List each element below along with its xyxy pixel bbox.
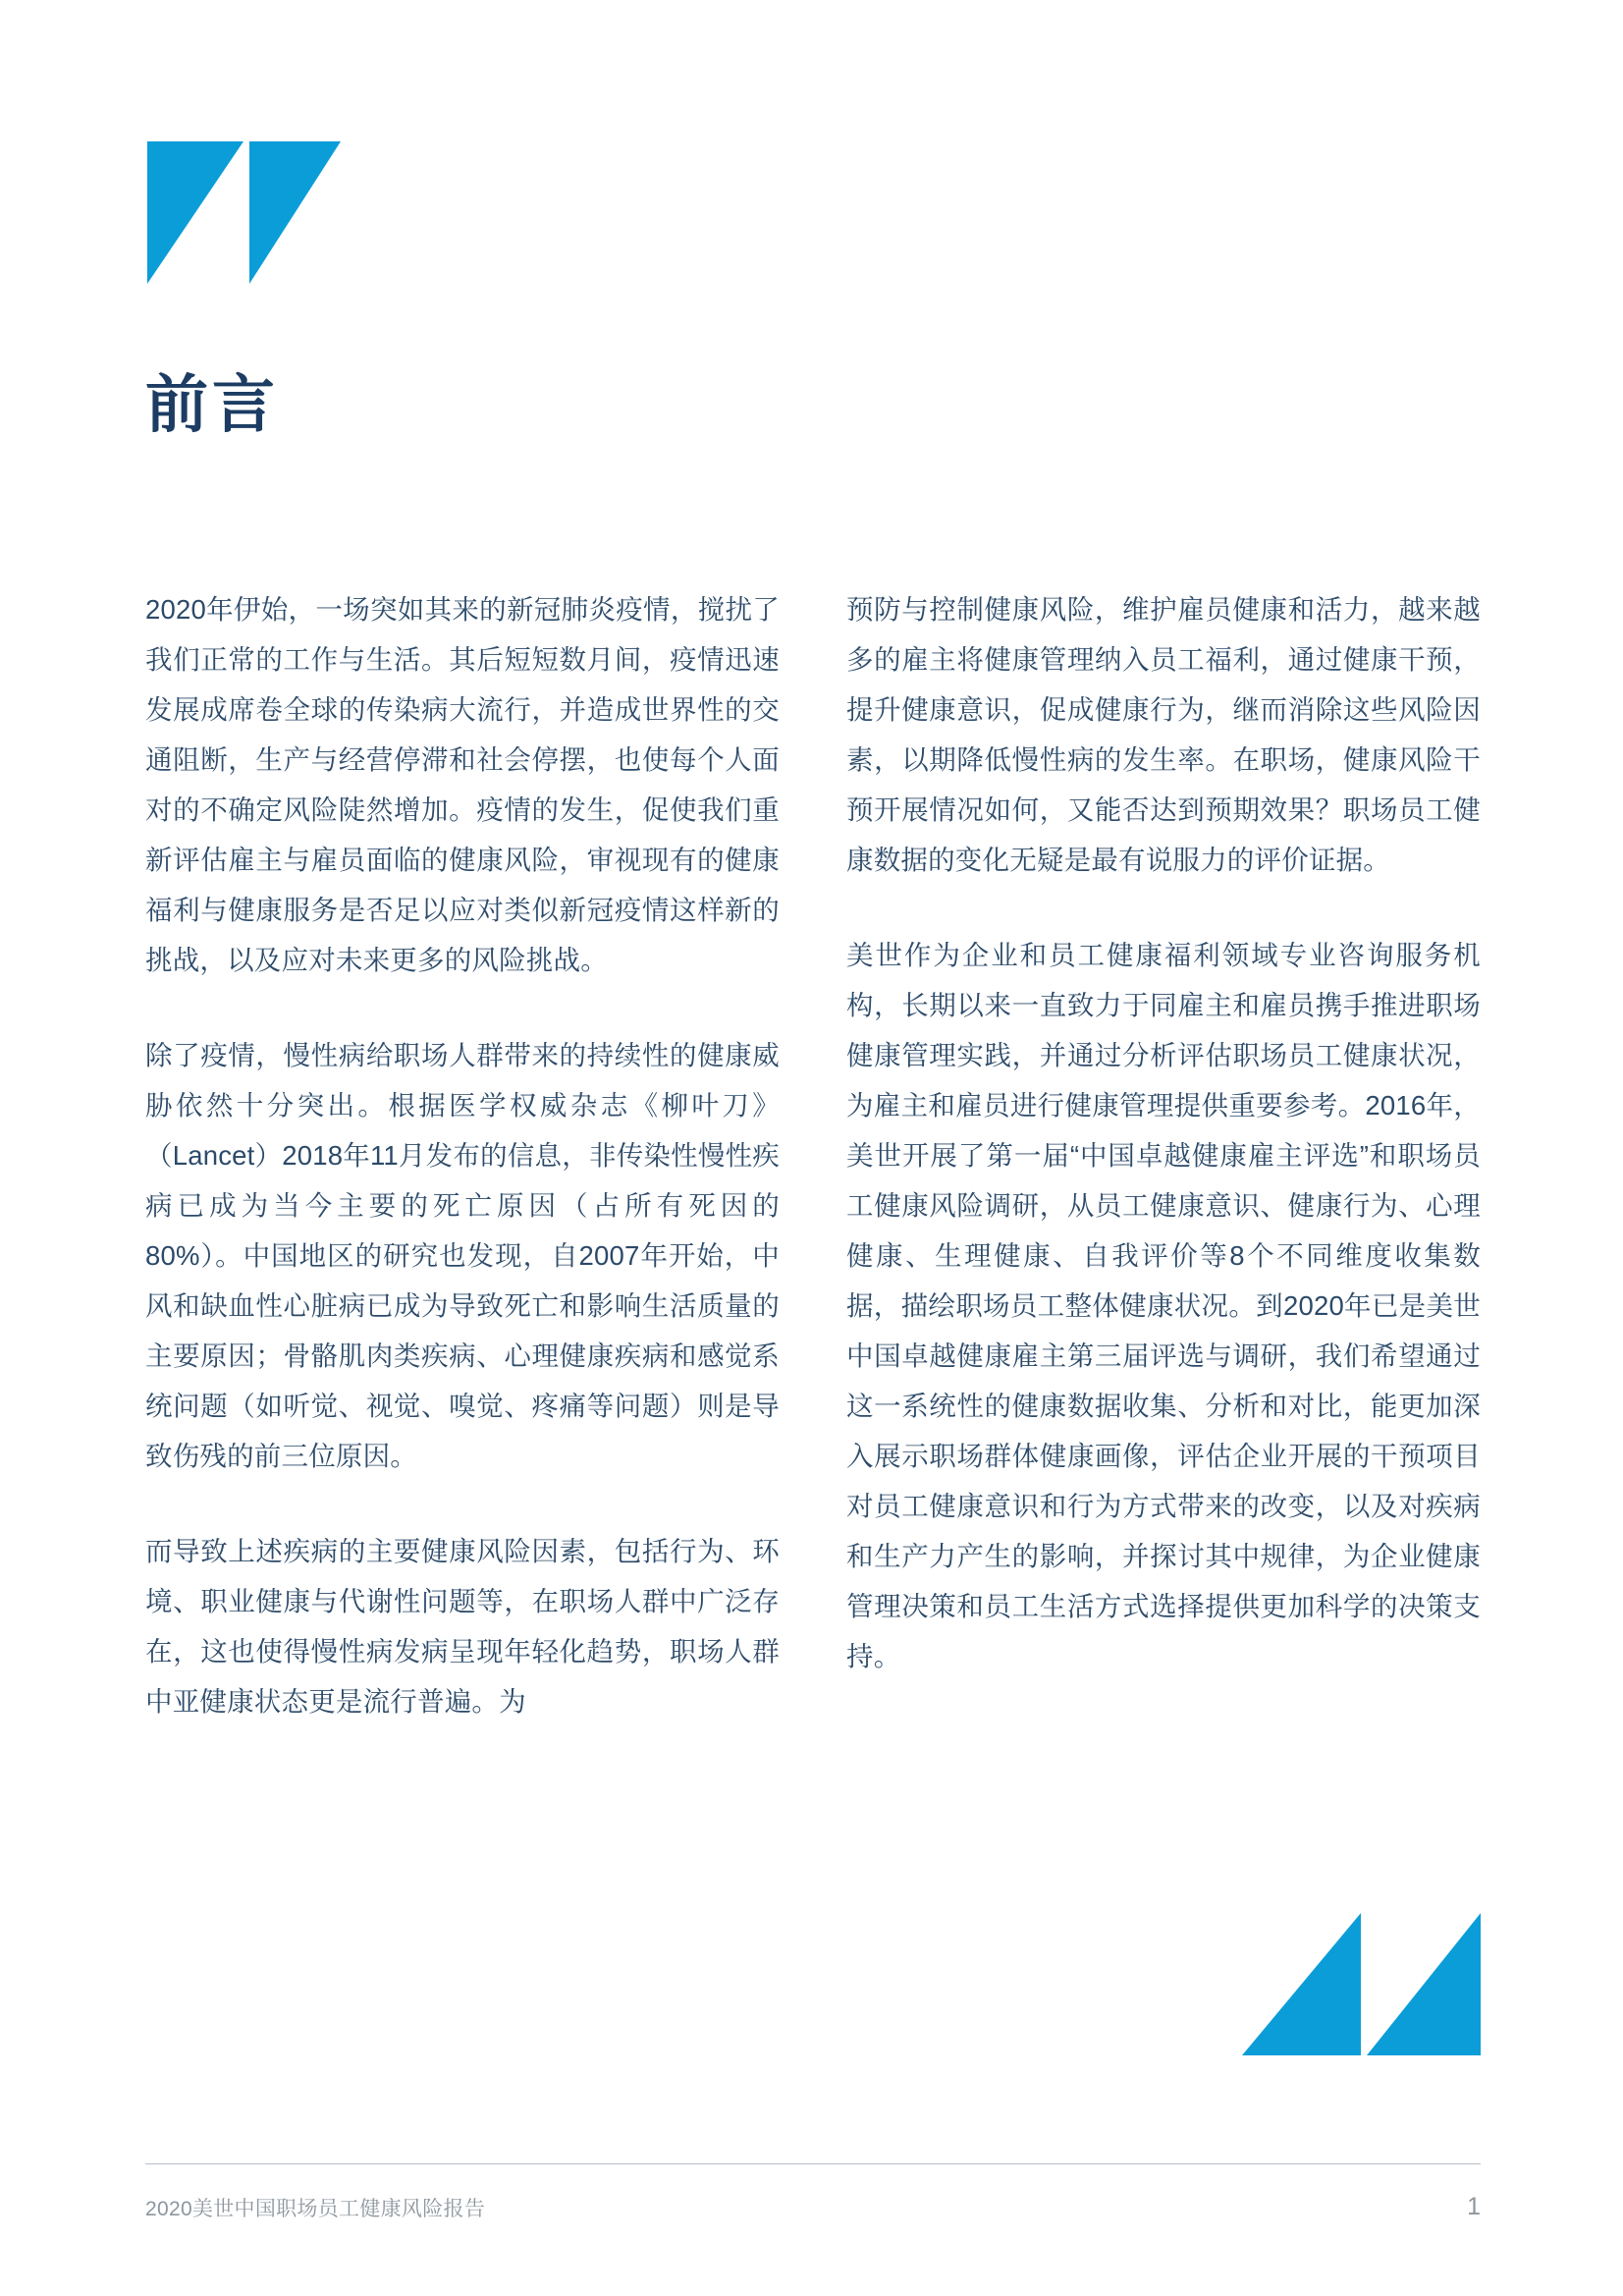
- paragraph: 预防与控制健康风险，维护雇员健康和活力，越来越多的雇主将健康管理纳入员工福利，通过健康干预，提升健康意识，促成健康行为，继而消除这些风险因素，以期降低慢性病的发生率。在职场，健康风险干预开展情况如何，又能否达到预期效果？职场员工健康数据的变化无疑是最有说服力的评价证据。: [846, 594, 1481, 875]
- paragraph: 美世作为企业和员工健康福利领域专业咨询服务机构，长期以来一直致力于同雇主和雇员携手推进职场健康管理实践，并通过分析评估职场员工健康状况，为雇主和雇员进行健康管理提供重要参考。2016年，美世开展了第一届“中国卓越健康雇主评选”和职场员工健康风险调研，从员工健康意识、健康行为、心理健康、生理健康、自我评价等8个不同维度收集数据，描绘职场员工整体健康状况。到2020年已是美世中国卓越健康雇主第三届评选与调研，我们希望通过这一系统性的健康数据收集、分析和对比，能更加深入展示职场群体健康画像，评估企业开展的干预项目对员工健康意识和行为方式带来的改变，以及对疾病和生产力产生的影响，并探讨其中规律，为企业健康管理决策和员工生活方式选择提供更加科学的决策支持。: [846, 940, 1481, 1671]
- footer-report-title: 2020美世中国职场员工健康风险报告: [145, 2198, 486, 2220]
- paragraph: 而导致上述疾病的主要健康风险因素，包括行为、环境、职业健康与代谢性问题等，在职场人群中广泛存在，这也使得慢性病发病呈现年轻化趋势，职场人群中亚健康状态更是流行普遍。为: [145, 1536, 780, 1717]
- right-column: [846, 584, 1481, 1681]
- body-columns: [145, 584, 1481, 1726]
- left-column: [145, 584, 780, 1726]
- paragraph: 2020年伊始，一场突如其来的新冠肺炎疫情，搅扰了我们正常的工作与生活。其后短短数月间，疫情迅速发展成席卷全球的传染病大流行，并造成世界性的交通阻断，生产与经营停滞和社会停摆，也使每个人面对的不确定风险陡然增加。疫情的发生，促使我们重新评估雇主与雇员面临的健康风险，审视现有的健康福利与健康服务是否足以应对类似新冠疫情这样新的挑战，以及应对未来更多的风险挑战。: [145, 594, 780, 975]
- mercer-logo-mark-flipped-icon: [1242, 1913, 1481, 2055]
- footer-divider: [145, 2163, 1481, 2164]
- paragraph: 除了疫情，慢性病给职场人群带来的持续性的健康威胁依然十分突出。根据医学权威杂志《柳叶刀》（Lancet）2018年11月发布的信息，非传染性慢性疾病已成为当今主要的死亡原因（占所有死因的80%）。中国地区的研究也发现，自2007年开始，中风和缺血性心脏病已成为导致死亡和影响生活质量的主要原因；骨骼肌肉类疾病、心理健康疾病和感觉系统问题（如听觉、视觉、嗅觉、疼痛等问题）则是导致伤残的前三位原因。: [145, 1040, 780, 1471]
- page-number: 1: [1467, 2193, 1481, 2220]
- mercer-logo-mark-icon: [147, 141, 341, 284]
- page-title: 前言: [145, 368, 279, 442]
